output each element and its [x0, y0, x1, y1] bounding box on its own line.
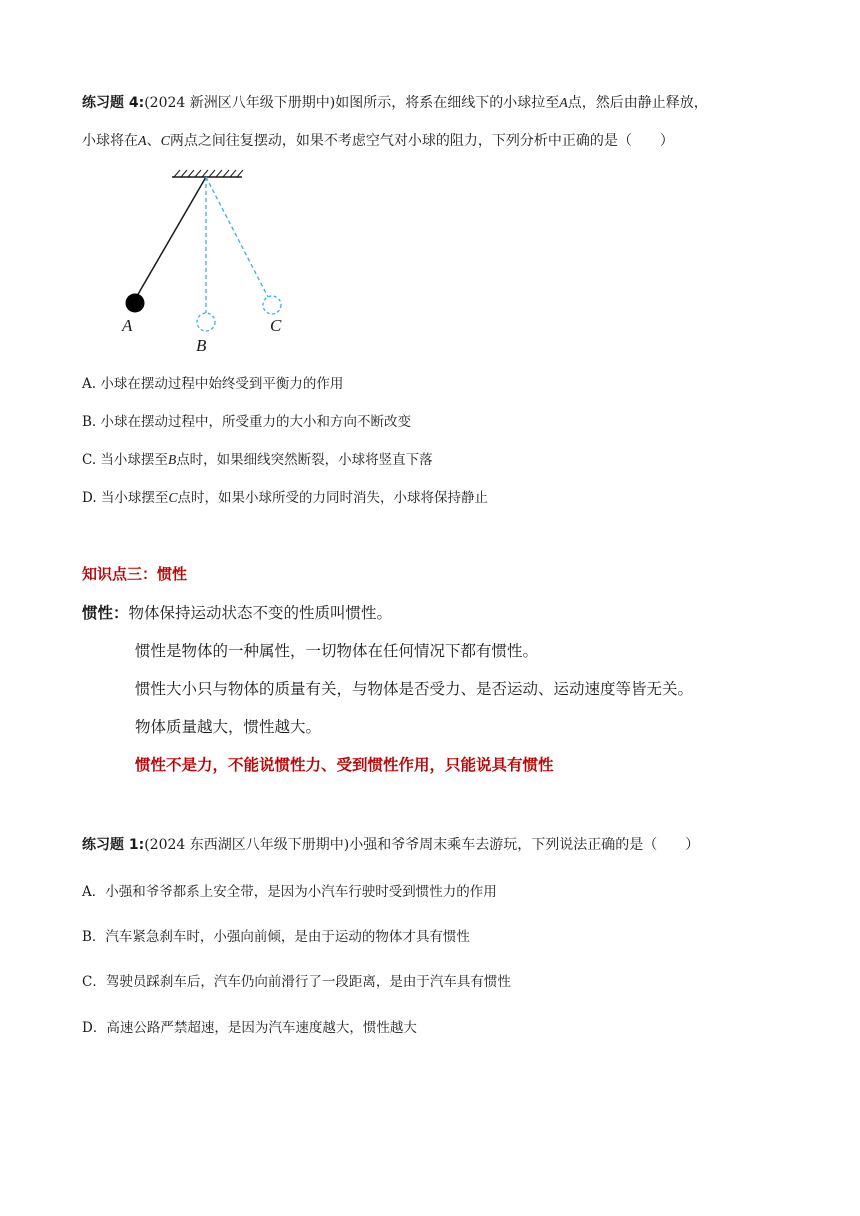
knowledge-warning: 惯性不是力，不能说惯性力、受到惯性作用，只能说具有惯性 — [135, 756, 554, 774]
point-c-label: C — [168, 490, 178, 505]
exercise1-stem — [82, 834, 699, 854]
ball-b — [197, 313, 215, 331]
knowledge-definition: 物体保持运动状态不变的性质叫惯性。 — [128, 604, 393, 622]
point-a-label: A — [559, 96, 568, 111]
exercise1-option-b: B．汽车紧急刹车时，小强向前倾，是由于运动的物体才具有惯性 — [82, 929, 470, 945]
option-text: 点时，如果细线突然断裂，小球将竖直下落 — [176, 452, 433, 468]
figure-label-c: C — [270, 316, 282, 335]
ball-a — [126, 294, 145, 313]
exercise4-label: 练习题 4: — [82, 95, 145, 111]
exercise1-option-a: A．小强和爷爷都系上安全带，是因为小汽车行驶时受到惯性力的作用 — [82, 884, 497, 900]
figure-label-b: B — [196, 336, 207, 355]
knowledge-heading: 知识点三：惯性 — [82, 565, 188, 583]
option-text: D. 当小球摆至 — [82, 490, 169, 506]
exercise4-option-a: A. 小球在摆动过程中始终受到平衡力的作用 — [82, 376, 344, 392]
exercise4-option-b: B. 小球在摆动过程中，所受重力的大小和方向不断改变 — [82, 414, 412, 430]
string-c — [206, 177, 268, 297]
knowledge-point-3: 物体质量越大，惯性越大。 — [135, 718, 322, 736]
exercise4-text: 如图所示，将系在细线下的小球拉至 — [335, 95, 560, 111]
ceiling-hatch — [174, 170, 243, 177]
exercise4-text: 两点之间往复摆动，如果不考虑空气对小球的阻力，下列分析中正确的是（ ） — [169, 133, 674, 149]
point-b-label: B — [167, 452, 177, 467]
exercise1-source: (2024 东西湖区八年级下册期中) — [144, 837, 350, 853]
pendulum-figure — [110, 165, 310, 360]
exercise1-text: 小强和爷爷周末乘车去游玩，下列说法正确的是（ ） — [349, 837, 700, 853]
point-c-label: C — [160, 134, 170, 149]
exercise4-text: 、 — [146, 133, 161, 149]
exercise4-stem-line2 — [82, 130, 674, 150]
string-a — [137, 177, 206, 296]
knowledge-point-2: 惯性大小只与物体的质量有关，与物体是否受力、是否运动、运动速度等皆无关。 — [135, 680, 694, 698]
exercise1-option-c: C．驾驶员踩刹车后，汽车仍向前滑行了一段距离，是由于汽车具有惯性 — [82, 974, 511, 990]
exercise4-stem-line1 — [82, 92, 708, 112]
option-text: 点时，如果小球所受的力同时消失，小球将保持静止 — [177, 490, 488, 506]
exercise4-text: 点，然后由静止释放， — [567, 95, 708, 111]
ball-c — [263, 296, 281, 314]
exercise4-text: 小球将在 — [82, 133, 138, 149]
exercise4-option-c — [82, 448, 433, 468]
option-text: C. 当小球摆至 — [82, 452, 168, 468]
knowledge-definition-line — [82, 601, 392, 623]
knowledge-point-1: 惯性是物体的一种属性，一切物体在任何情况下都有惯性。 — [135, 642, 539, 660]
exercise4-source: (2024 新洲区八年级下册期中) — [144, 95, 336, 111]
figure-label-a: A — [122, 316, 133, 335]
knowledge-term: 惯性： — [82, 604, 129, 622]
exercise1-label: 练习题 1: — [82, 837, 145, 853]
exercise1-option-d: D．高速公路严禁超速，是因为汽车速度越大，惯性越大 — [82, 1020, 417, 1036]
exercise4-option-d — [82, 486, 488, 506]
point-a-label: A — [138, 134, 147, 149]
